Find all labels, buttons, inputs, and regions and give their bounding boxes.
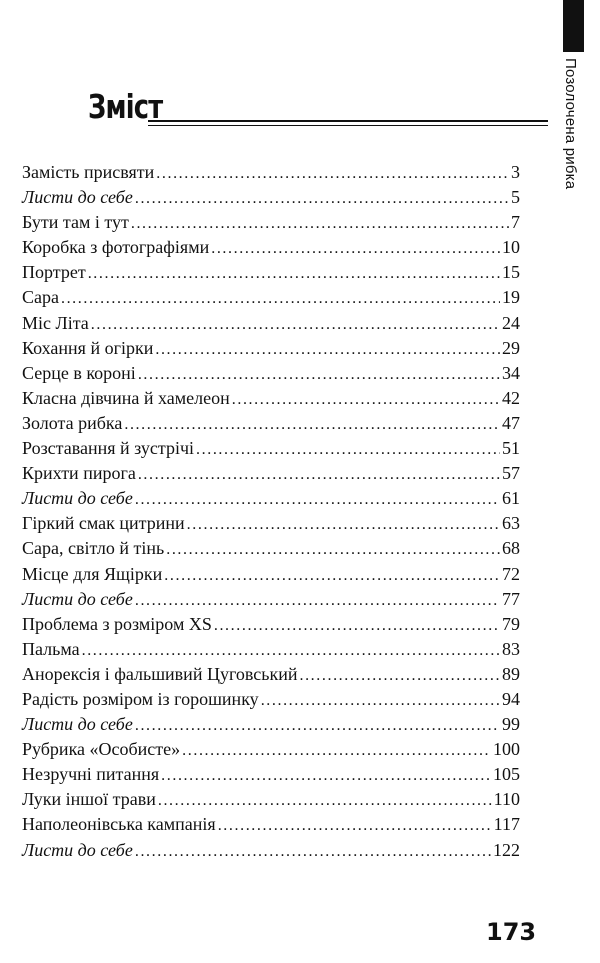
toc-entry-page: 7 xyxy=(511,212,520,233)
toc-entry-page: 47 xyxy=(502,412,520,433)
toc-entry-page: 3 xyxy=(511,162,520,182)
toc-entry xyxy=(22,486,520,511)
toc-entry-page: 61 xyxy=(502,488,520,509)
toc-entry-title: Кохання й огірки xyxy=(22,337,154,358)
toc-entry-page: 94 xyxy=(502,688,520,709)
toc-entry xyxy=(22,587,520,612)
toc-entry-page: 89 xyxy=(502,663,520,684)
toc-entry xyxy=(22,712,520,737)
toc-entry-title: Портрет xyxy=(22,262,86,283)
toc-entry-title: Пальма xyxy=(22,638,80,659)
toc-entry-title: Проблема з розміром XS xyxy=(22,613,212,634)
toc-entry xyxy=(22,336,520,361)
toc-entry-title: Серце в короні xyxy=(22,362,136,383)
toc-entry-page: 63 xyxy=(502,513,520,534)
dot-leader xyxy=(135,588,500,613)
toc-entry-page: 100 xyxy=(493,739,520,760)
dot-leader xyxy=(155,337,500,362)
page-title: Зміст xyxy=(88,87,163,126)
toc-entry xyxy=(22,160,520,185)
toc-entry xyxy=(22,185,520,210)
toc-entry-title: Міс Літа xyxy=(22,312,89,333)
dot-leader xyxy=(61,286,500,311)
toc-entry-page: 110 xyxy=(493,789,520,810)
toc-entry xyxy=(22,812,520,837)
running-head: Позолочена рибка xyxy=(562,58,579,190)
dot-leader xyxy=(166,537,500,562)
toc-entry-title: Золота рибка xyxy=(22,412,123,433)
toc-entry xyxy=(22,562,520,587)
toc-entry-title: Листи до себе xyxy=(22,839,133,860)
toc-entry xyxy=(22,762,520,787)
toc-entry-title: Листи до себе xyxy=(22,187,133,208)
dot-leader xyxy=(196,437,500,462)
toc-entry-title: Замість присвяти xyxy=(22,162,155,182)
toc-entry-title: Сара, світло й тінь xyxy=(22,538,165,559)
dot-leader xyxy=(131,211,509,236)
toc-entry xyxy=(22,787,520,812)
toc-entry-title: Листи до себе xyxy=(22,588,133,609)
toc-entry xyxy=(22,637,520,662)
toc-entry-page: 68 xyxy=(502,538,520,559)
toc-entry-page: 10 xyxy=(502,237,520,258)
toc-entry-page: 24 xyxy=(502,312,520,333)
dot-leader xyxy=(218,813,492,838)
toc-entry xyxy=(22,687,520,712)
toc-entry xyxy=(22,461,520,486)
toc-entry-title: Анорексія і фальшивий Цуговський xyxy=(22,663,298,684)
dot-leader xyxy=(135,186,509,211)
toc-entry-title: Рубрика «Особисте» xyxy=(22,739,181,760)
toc-entry-page: 72 xyxy=(502,563,520,584)
toc-entry-page: 5 xyxy=(511,187,520,208)
toc-entry-page: 29 xyxy=(502,337,520,358)
toc-entry-title: Наполеонівська кампанія xyxy=(22,814,216,835)
dot-leader xyxy=(88,261,500,286)
dot-leader xyxy=(164,563,500,588)
toc-entry-page: 79 xyxy=(502,613,520,634)
toc-entry xyxy=(22,536,520,561)
toc-entry-page: 57 xyxy=(502,463,520,484)
dot-leader xyxy=(135,839,491,864)
toc-entry xyxy=(22,411,520,436)
toc-entry xyxy=(22,838,520,863)
dot-leader xyxy=(214,613,500,638)
dot-leader xyxy=(138,362,500,387)
toc-entry-page: 117 xyxy=(493,814,520,835)
toc-entry xyxy=(22,260,520,285)
toc-entry xyxy=(22,361,520,386)
toc-entry xyxy=(22,662,520,687)
toc-entry xyxy=(22,737,520,762)
dot-leader xyxy=(135,487,500,512)
toc-entry-page: 15 xyxy=(502,262,520,283)
toc-entry-title: Незручні питання xyxy=(22,764,160,785)
toc-entry-title: Класна дівчина й хамелеон xyxy=(22,387,230,408)
toc-entry-page: 83 xyxy=(502,638,520,659)
dot-leader xyxy=(161,763,491,788)
page-number: 173 xyxy=(486,918,537,946)
toc-entry xyxy=(22,285,520,310)
chapter-tab-marker xyxy=(563,0,584,52)
dot-leader xyxy=(91,312,500,337)
toc-entry-title: Гіркий смак цитрини xyxy=(22,513,185,534)
toc-entry-page: 34 xyxy=(502,362,520,383)
toc-entry-title: Бути там і тут xyxy=(22,212,129,233)
toc-entry-page: 42 xyxy=(502,387,520,408)
toc-entry xyxy=(22,436,520,461)
toc-entry-title: Листи до себе xyxy=(22,488,133,509)
toc-entry-title: Сара xyxy=(22,287,59,308)
toc-entry-page: 77 xyxy=(502,588,520,609)
toc-entry-title: Листи до себе xyxy=(22,714,133,735)
dot-leader xyxy=(187,512,500,537)
toc-entry-page: 99 xyxy=(502,714,520,735)
toc-entry xyxy=(22,235,520,260)
toc-entry xyxy=(22,511,520,536)
dot-leader xyxy=(82,638,500,663)
toc-entry-title: Коробка з фотографіями xyxy=(22,237,210,258)
toc-entry-title: Розставання й зустрічі xyxy=(22,438,195,459)
toc-entry xyxy=(22,612,520,637)
dot-leader xyxy=(211,236,500,261)
toc-entry-page: 19 xyxy=(502,287,520,308)
toc-entry xyxy=(22,210,520,235)
toc-entry-page: 105 xyxy=(493,764,520,785)
heading-rule xyxy=(148,120,548,126)
dot-leader xyxy=(156,161,509,186)
dot-leader xyxy=(158,788,492,813)
toc-entry-page: 122 xyxy=(493,839,520,860)
dot-leader xyxy=(182,738,491,763)
toc-entry xyxy=(22,311,520,336)
dot-leader xyxy=(138,462,500,487)
dot-leader xyxy=(135,713,500,738)
dot-leader xyxy=(124,412,500,437)
toc-entry-title: Крихти пирога xyxy=(22,463,136,484)
toc-entry-page: 51 xyxy=(502,438,520,459)
dot-leader xyxy=(232,387,500,412)
dot-leader xyxy=(261,688,500,713)
toc-entry-title: Місце для Ящірки xyxy=(22,563,163,584)
toc-entry-title: Луки іншої трави xyxy=(22,789,156,810)
dot-leader xyxy=(299,663,500,688)
toc-entry-title: Радість розміром із горошинку xyxy=(22,688,259,709)
toc-entry xyxy=(22,386,520,411)
table-of-contents xyxy=(22,160,520,863)
